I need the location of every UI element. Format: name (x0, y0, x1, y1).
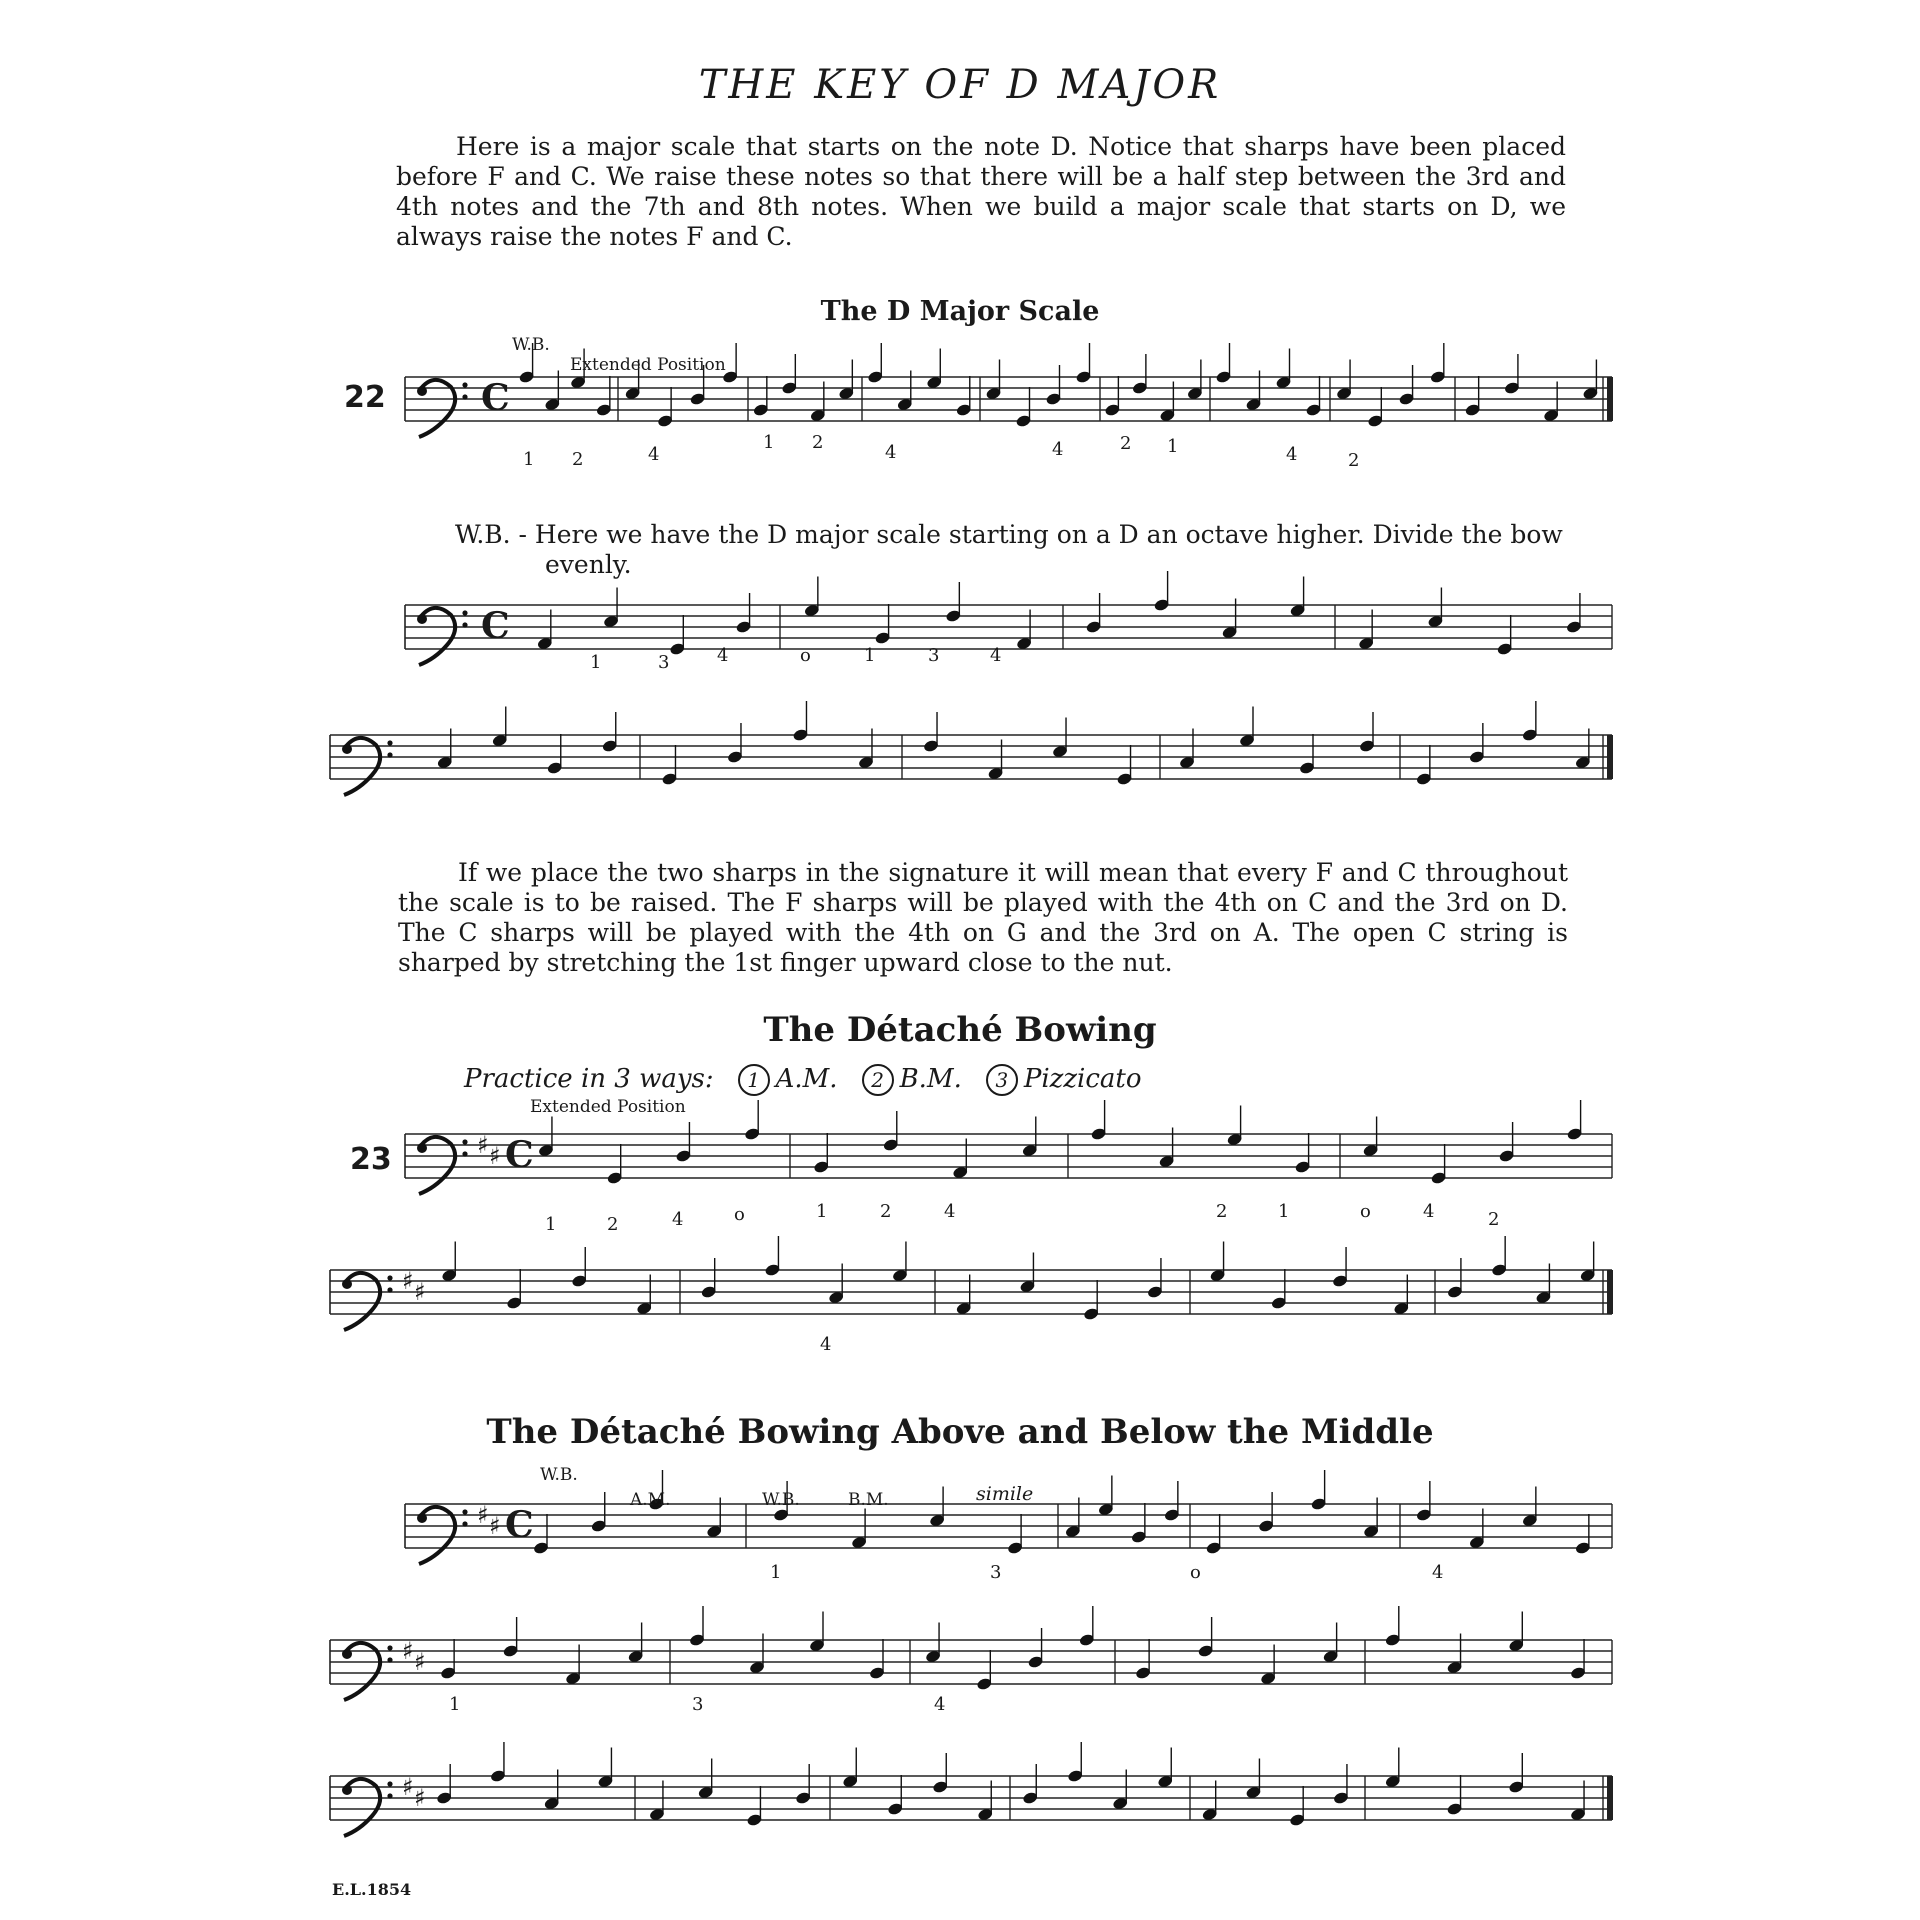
fingering-number: 2 (1120, 433, 1132, 454)
bass-clef-colon (462, 382, 467, 387)
bass-clef-colon (462, 1151, 467, 1156)
key-signature-sharp-icon: ♯ (489, 1142, 501, 1170)
bass-clef-colon (462, 622, 467, 627)
bass-clef-dot (342, 744, 352, 754)
bass-clef-colon (387, 1645, 392, 1650)
final-barline-thick (1607, 735, 1613, 779)
key-signature-sharp-icon: ♯ (402, 1773, 414, 1801)
fingering-number: 2 (1216, 1201, 1228, 1222)
bass-clef-colon (387, 752, 392, 757)
fingering-number: 1 (1278, 1201, 1290, 1222)
bass-clef-colon (387, 1793, 392, 1798)
simile-mark: simile (976, 1483, 1034, 1505)
fingering-number: 4 (1432, 1562, 1444, 1583)
staff-system-8 (330, 1742, 1613, 1836)
bass-clef-colon (462, 610, 467, 615)
page-title: THE KEY OF D MAJOR (698, 62, 1222, 108)
fingering-number: 1 (1167, 436, 1179, 457)
circled-number-1: 1 (738, 1064, 770, 1096)
final-barline-thick (1607, 1270, 1613, 1314)
common-time-icon: C (481, 377, 510, 419)
circled-number-2: 2 (862, 1064, 894, 1096)
fingering-number: 1 (590, 652, 602, 673)
bass-clef-colon (387, 740, 392, 745)
key-signature-sharp-icon: ♯ (402, 1267, 414, 1295)
bass-clef-colon (387, 1275, 392, 1280)
staves (330, 343, 1613, 1836)
wb-mark-1: W.B. (540, 1465, 578, 1485)
fingering-number: 4 (672, 1209, 684, 1230)
staff-system-7 (330, 1606, 1612, 1700)
fingering-number: 3 (658, 652, 670, 673)
sharps-paragraph: If we place the two sharps in the signature it will mean that every F and C throughout the scale is to be raised. The F sharps will be played with the 4th on C and the 3rd on D. The C sharps will be played with the 4th on G and the 3rd on A. The open C string is sharped by stretching the 1st finger upward close to the nut. (398, 858, 1568, 977)
key-signature-sharp-icon: ♯ (414, 1278, 426, 1306)
bass-clef-colon (387, 1287, 392, 1292)
staff-system-5 (330, 1236, 1613, 1330)
extended-position-mark-23: Extended Position (530, 1097, 686, 1117)
fingering-number: 4 (934, 1694, 946, 1715)
fingering-number: o (1360, 1201, 1371, 1222)
fingering-number: 4 (944, 1201, 956, 1222)
wb-note-line1: W.B. - Here we have the D major scale starting on a D an octave higher. Divide the bow (455, 520, 1563, 549)
fingering-number: 4 (885, 442, 897, 463)
fingering-number: 4 (1286, 444, 1298, 465)
bass-clef-colon (387, 1781, 392, 1786)
detache-above-below-heading: The Détaché Bowing Above and Below the Middle (486, 1412, 1434, 1452)
fingering-number: 2 (812, 432, 824, 453)
bass-clef-colon (462, 394, 467, 399)
key-signature-sharp-icon: ♯ (414, 1784, 426, 1812)
fingering-number: 2 (1488, 1209, 1500, 1230)
fingering-number: 4 (1052, 439, 1064, 460)
fingering-number: 3 (990, 1562, 1002, 1583)
extended-position-mark: Extended Position (570, 355, 726, 375)
common-time-icon: C (481, 605, 510, 647)
fingering-number: 3 (692, 1694, 704, 1715)
fingering-number: 2 (880, 1201, 892, 1222)
practice-prefix: Practice in 3 ways: (464, 1064, 714, 1094)
fingering-number: 1 (523, 449, 535, 470)
common-time-icon: C (505, 1134, 534, 1176)
common-time-icon: C (505, 1504, 534, 1546)
final-barline-thick (1607, 377, 1613, 421)
practice-way-1: A.M. (775, 1064, 838, 1094)
staff-system-3 (330, 701, 1613, 795)
bass-clef-dot (417, 1143, 427, 1153)
fingering-number: 2 (572, 449, 584, 470)
practice-way-3: Pizzicato (1023, 1064, 1142, 1094)
bass-clef-dot (342, 1279, 352, 1289)
detache-bowing-heading: The Détaché Bowing (763, 1010, 1157, 1050)
fingering-number: o (800, 645, 811, 666)
key-signature-sharp-icon: ♯ (489, 1512, 501, 1540)
exercise-number-22: 22 (344, 380, 386, 415)
fingering-number: 4 (648, 444, 660, 465)
bass-clef-dot (417, 386, 427, 396)
bm-mark: B.M. (848, 1490, 889, 1510)
fingering-number: 1 (816, 1201, 828, 1222)
fingering-number: 2 (607, 1214, 619, 1235)
practice-way-2: B.M. (899, 1064, 962, 1094)
bass-clef-colon (387, 1657, 392, 1662)
bass-clef-colon (462, 1521, 467, 1526)
final-barline-thick (1607, 1776, 1613, 1820)
key-signature-sharp-icon: ♯ (414, 1648, 426, 1676)
fingering-number: 4 (820, 1334, 832, 1355)
bass-clef-colon (462, 1509, 467, 1514)
fingering-number: 4 (717, 645, 729, 666)
fingering-number: 1 (763, 432, 775, 453)
fingering-number: 1 (864, 645, 876, 666)
bass-clef-colon (462, 1139, 467, 1144)
exercise-number-23: 23 (350, 1142, 392, 1177)
d-major-scale-heading: The D Major Scale (820, 296, 1100, 327)
fingering-number: 1 (770, 1562, 782, 1583)
bass-clef-dot (342, 1785, 352, 1795)
footer-code: E.L.1854 (332, 1880, 412, 1899)
fingering-number: 4 (1423, 1201, 1435, 1222)
fingering-number: o (1190, 1562, 1201, 1583)
fingering-number: 4 (990, 645, 1002, 666)
bass-clef-dot (342, 1649, 352, 1659)
fingering-number: 1 (545, 1214, 557, 1235)
staff-system-2 (405, 571, 1612, 665)
fingering-number: o (734, 1204, 745, 1225)
am-mark: A.M. (630, 1490, 671, 1510)
fingering-number: 3 (928, 645, 940, 666)
wb-note-line2: evenly. (545, 550, 632, 579)
score-marks (512, 335, 1033, 1510)
wb-mark: W.B. (512, 335, 550, 355)
wb-mark-2: W.B. (762, 1490, 800, 1510)
key-signature-sharp-icon: ♯ (477, 1501, 489, 1529)
bass-clef-dot (417, 614, 427, 624)
bass-clef-dot (417, 1513, 427, 1523)
fingering-number: 1 (449, 1694, 461, 1715)
intro-paragraph: Here is a major scale that starts on the note D. Notice that sharps have been placed before F and C. We raise these notes so that there will be a half step between the 3rd and 4th notes and the 7th and 8th notes. When we build a major scale that starts on D, we always raise the notes F and C. (396, 132, 1566, 251)
circled-number-3: 3 (986, 1064, 1018, 1096)
fingering-number: 2 (1348, 450, 1360, 471)
key-signature-sharp-icon: ♯ (402, 1637, 414, 1665)
key-signature-sharp-icon: ♯ (477, 1131, 489, 1159)
